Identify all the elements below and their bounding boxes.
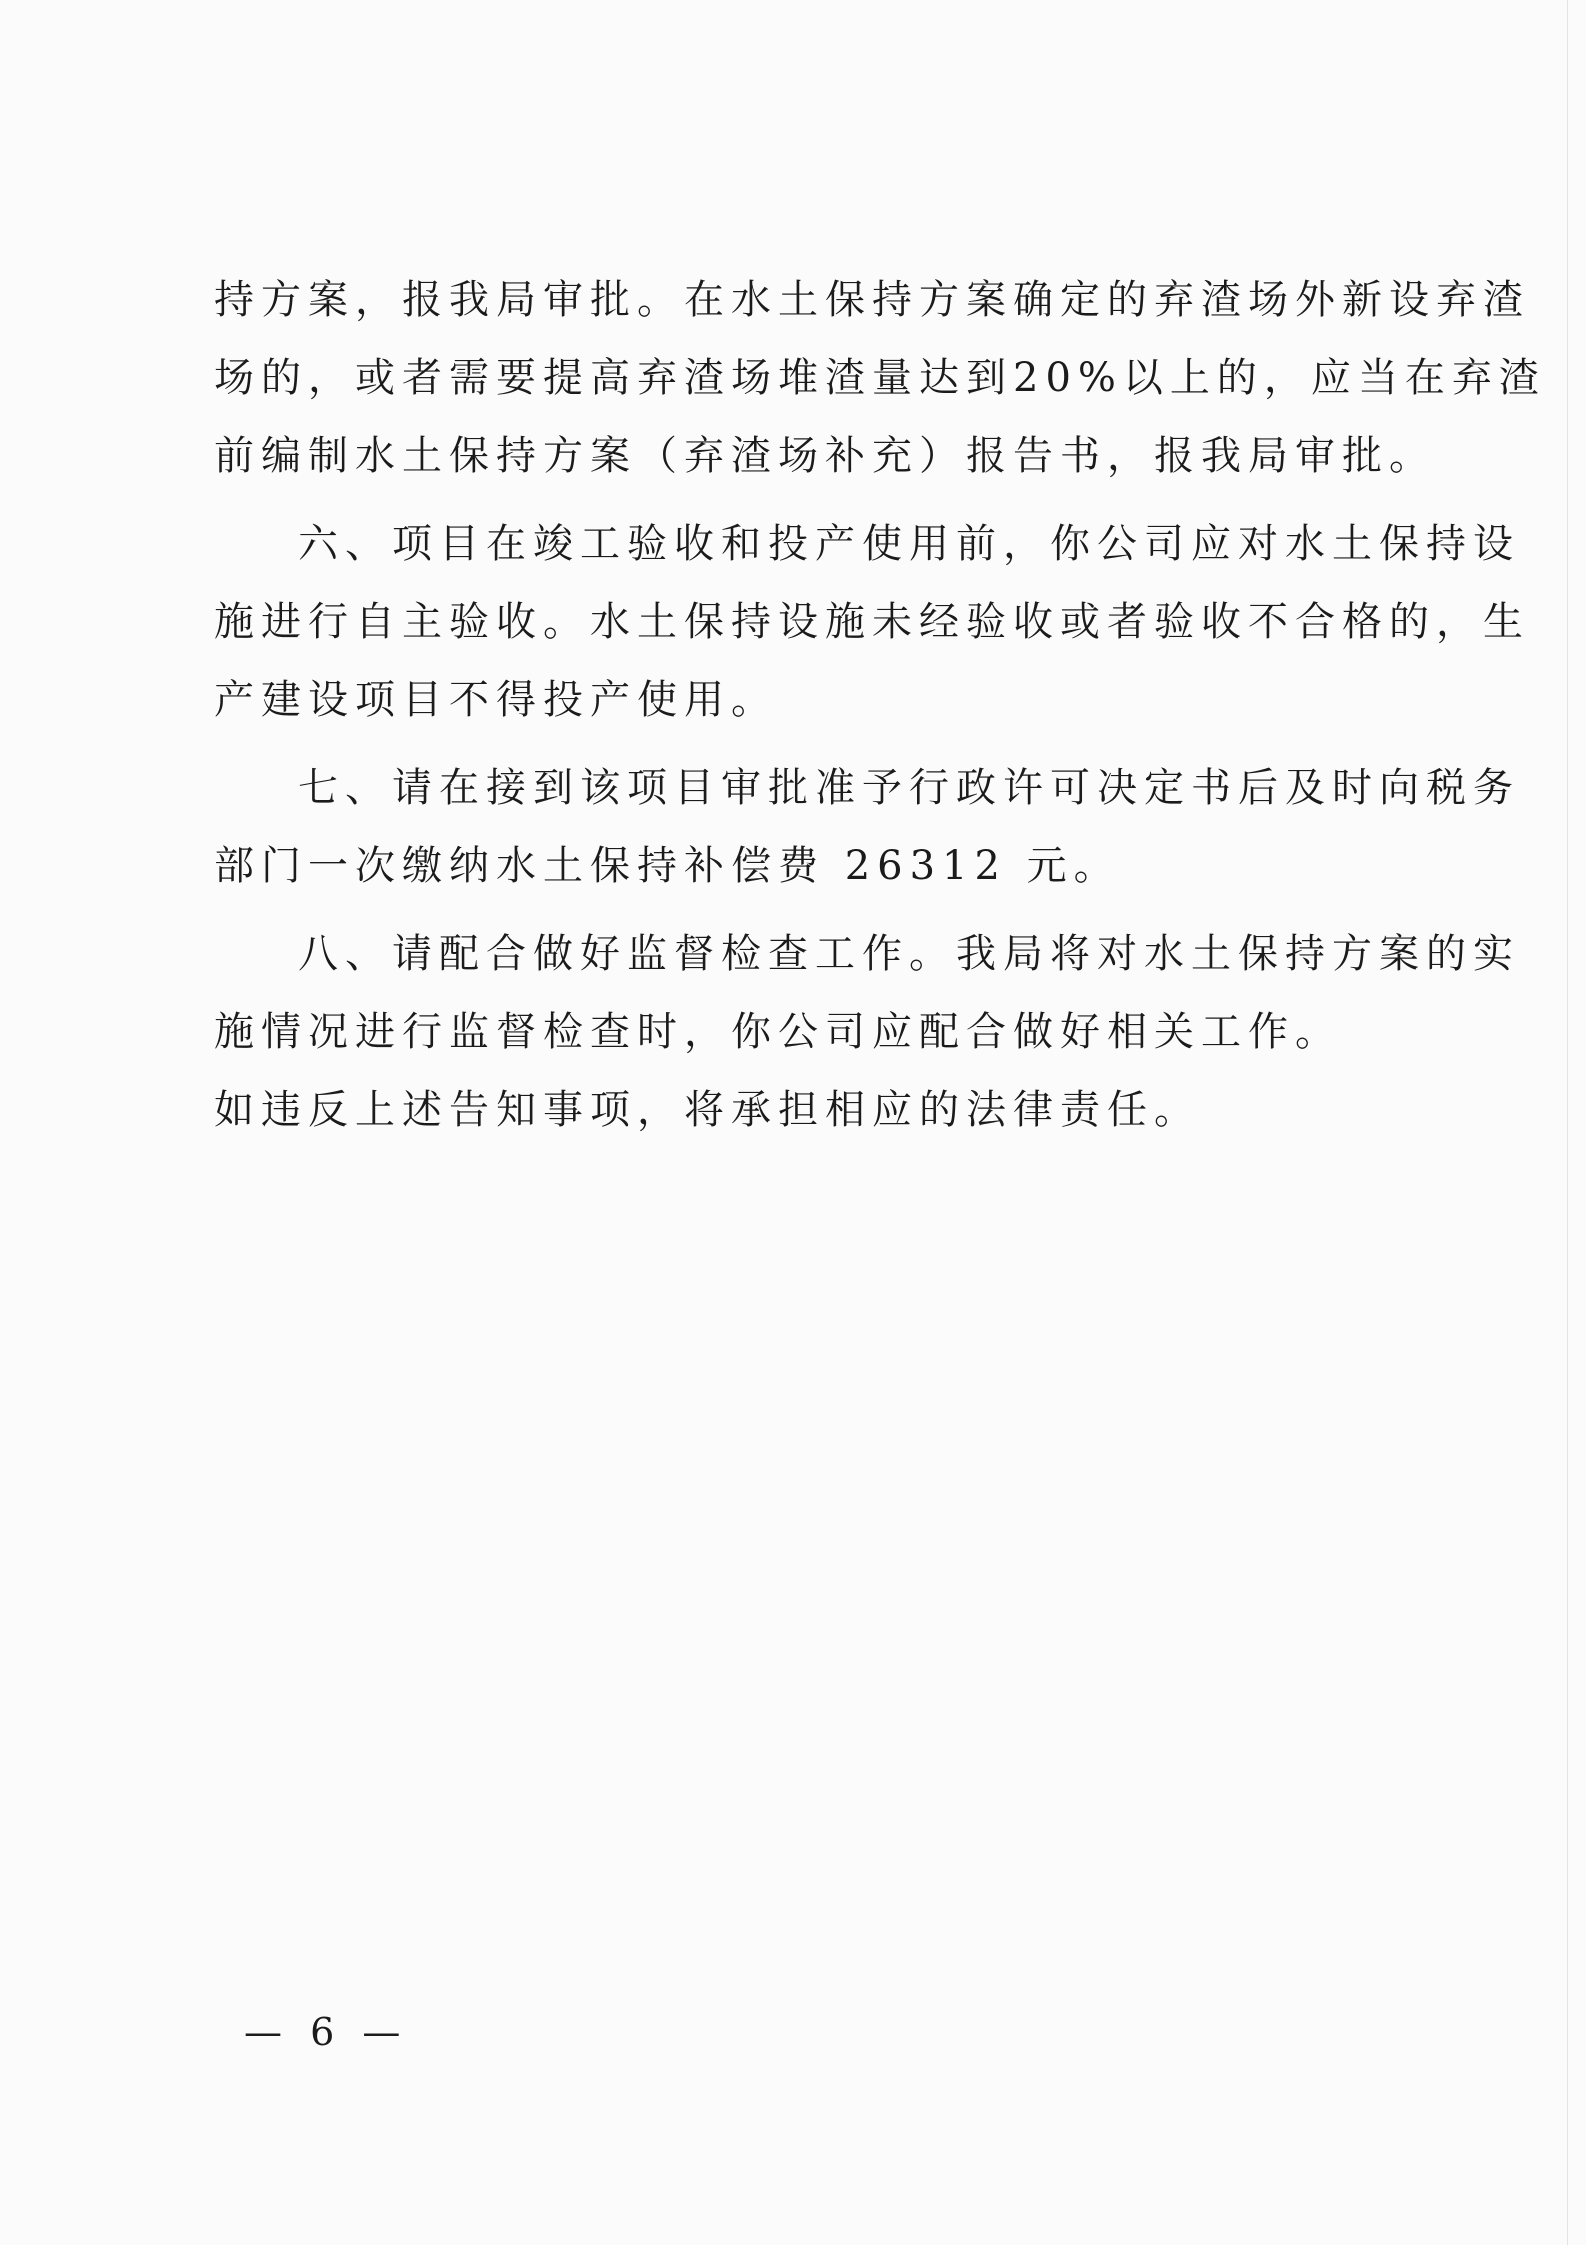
page-number: — 6 — [244,2010,409,2054]
body-line-6: 产建设项目不得投产使用。 [214,677,778,723]
body-line-5: 施进行自主验收。水土保持设施未经验收或者验收不合格的，生 [214,599,1530,645]
scan-edge [1567,0,1568,2245]
body-line-3: 前编制水土保持方案（弃渣场补充）报告书，报我局审批。 [214,433,1436,479]
body-line-1: 持方案，报我局审批。在水土保持方案确定的弃渣场外新设弃渣 [214,277,1530,323]
body-line-9: 八、请配合做好监督检查工作。我局将对水土保持方案的实 [298,931,1520,977]
body-line-7: 七、请在接到该项目审批准予行政许可决定书后及时向税务 [298,765,1520,811]
body-line-4: 六、项目在竣工验收和投产使用前，你公司应对水土保持设 [298,521,1520,567]
body-line-10: 施情况进行监督检查时，你公司应配合做好相关工作。 [214,1009,1342,1055]
body-line-2: 场的，或者需要提高弃渣场堆渣量达到20%以上的，应当在弃渣 [214,355,1546,401]
body-line-8: 部门一次缴纳水土保持补偿费 26312 元。 [214,843,1121,889]
body-line-11: 如违反上述告知事项，将承担相应的法律责任。 [214,1087,1201,1133]
